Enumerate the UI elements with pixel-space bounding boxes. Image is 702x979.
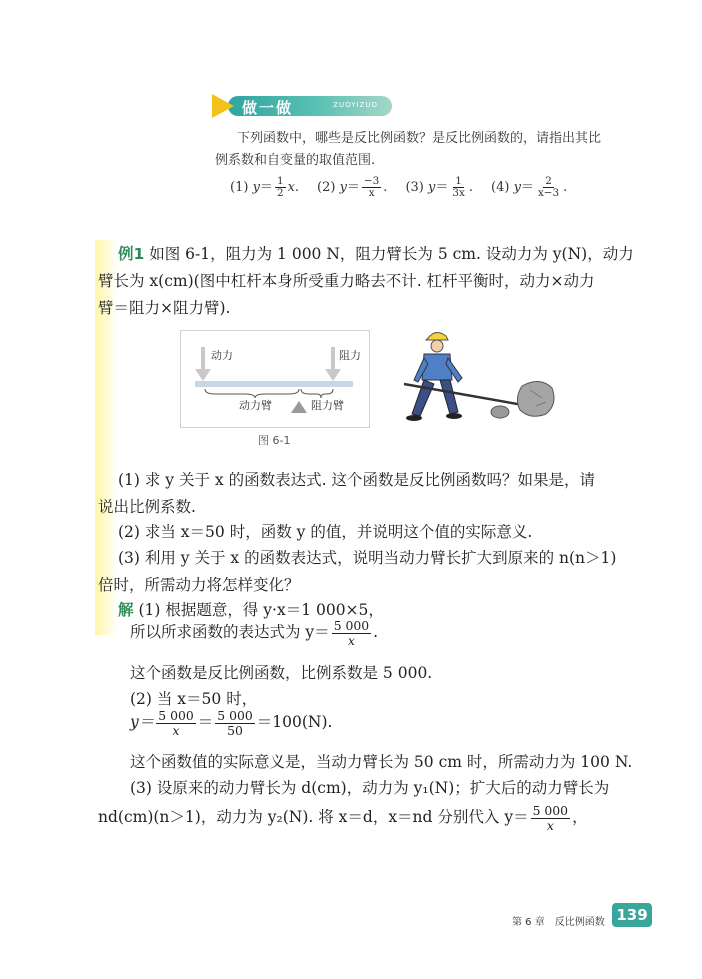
right-leg (440, 380, 458, 414)
helmet (426, 332, 448, 340)
exercise-item: (2) y＝ $\frac{-3}{x}$ . (317, 175, 388, 199)
solution-line-3: 这个函数是反比例函数，比例系数是 5 000. (130, 664, 433, 682)
resistance-arrow-shaft (331, 347, 335, 369)
force-arrow-shaft (201, 347, 205, 369)
exercise-item: (1) y＝ $\frac{1}{2}$ x. (230, 175, 300, 199)
question-3-line-b: 倍时，所需动力将怎样变化？ (98, 576, 300, 594)
example-line-2: 臂长为 x(cm)(图中杠杆本身所受重力略去不计. 杠杆平衡时，动力×动力 (98, 272, 595, 290)
label-resistance-arm: 阻力臂 (311, 399, 344, 412)
worker-illustration (390, 328, 560, 428)
right-shoe (446, 413, 462, 419)
lever-diagram (180, 330, 370, 428)
play-triangle-icon (212, 94, 234, 118)
left-shoe (406, 415, 422, 421)
example-tag: 例1 (118, 245, 145, 263)
solution-line-6: 这个函数值的实际意义是，当动力臂长为 50 cm 时，所需动力为 100 N. (130, 753, 633, 771)
question-1-line-a: (1) 求 y 关于 x 的函数表达式. 这个函数是反比例函数吗？如果是，请 (118, 471, 595, 489)
lever-bar (195, 381, 353, 387)
example-line-1: 例1 如图 6-1，阻力为 1 000 N，阻力臂长为 5 cm. 设动力为 y(N)，动力 (118, 245, 634, 263)
banner-subtitle: ZUOYIZUO (333, 101, 378, 109)
fulcrum (291, 401, 307, 413)
solution-tag: 解 (118, 601, 134, 619)
solution-line-2: 所以所求函数的表达式为 y＝ $\frac{5 000}{x}$ . (130, 618, 379, 648)
resistance-arrow-head (325, 369, 341, 381)
exercise-item: (4) y＝ $\frac{2}{x-3}$ . (491, 175, 568, 199)
solution-line-4: (2) 当 x＝50 时， (130, 690, 258, 708)
solution-line-8: nd(cm)(n＞1)，动力为 y₂(N). 将 x＝d，x＝nd 分别代入 y＝ $\frac{5 000}{x}$ ， (98, 803, 588, 833)
exercise-item: (3) y＝ $\frac{1}{3x}$ . (405, 175, 473, 199)
exercise-items (230, 176, 610, 199)
exercise-line-2: 例系数和自变量的取值范围. (215, 153, 376, 168)
label-force: 动力 (211, 349, 233, 362)
banner-title: 做一做 (242, 99, 294, 117)
figure-caption: 图 6-1 (258, 434, 291, 447)
solution-line-5: y＝ $\frac{5 000}{x}$ ＝ $\frac{5 000}{50}$ ＝100(N). (130, 708, 333, 738)
exercise-line-1: 下列函数中，哪些是反比例函数？是反比例函数的，请指出其比 (237, 131, 602, 146)
section-banner (212, 94, 392, 118)
footer-chapter: 第 6 章 反比例函数 (512, 917, 605, 928)
head (431, 340, 443, 352)
label-resistance: 阻力 (339, 349, 361, 362)
page-number: 139 (612, 903, 652, 927)
example-line-3: 臂＝阻力×阻力臂). (98, 299, 231, 317)
question-2: (2) 求当 x＝50 时，函数 y 的值，并说明这个值的实际意义. (118, 523, 533, 541)
question-1-line-b: 说出比例系数. (98, 498, 196, 516)
solution-line-7: (3) 设原来的动力臂长为 d(cm)，动力为 y₁(N)；扩大后的动力臂长为 (130, 779, 610, 797)
force-arrow-head (195, 369, 211, 381)
big-rock (517, 381, 554, 416)
worker-svg (390, 328, 560, 428)
fulcrum-stone (491, 406, 509, 418)
solution-line-1: 解 (1) 根据题意，得 y·x＝1 000×5， (118, 601, 384, 619)
question-3-line-a: (3) 利用 y 关于 x 的函数表达式，说明当动力臂长扩大到原来的 n(n＞1) (118, 549, 617, 567)
label-force-arm: 动力臂 (239, 399, 272, 412)
